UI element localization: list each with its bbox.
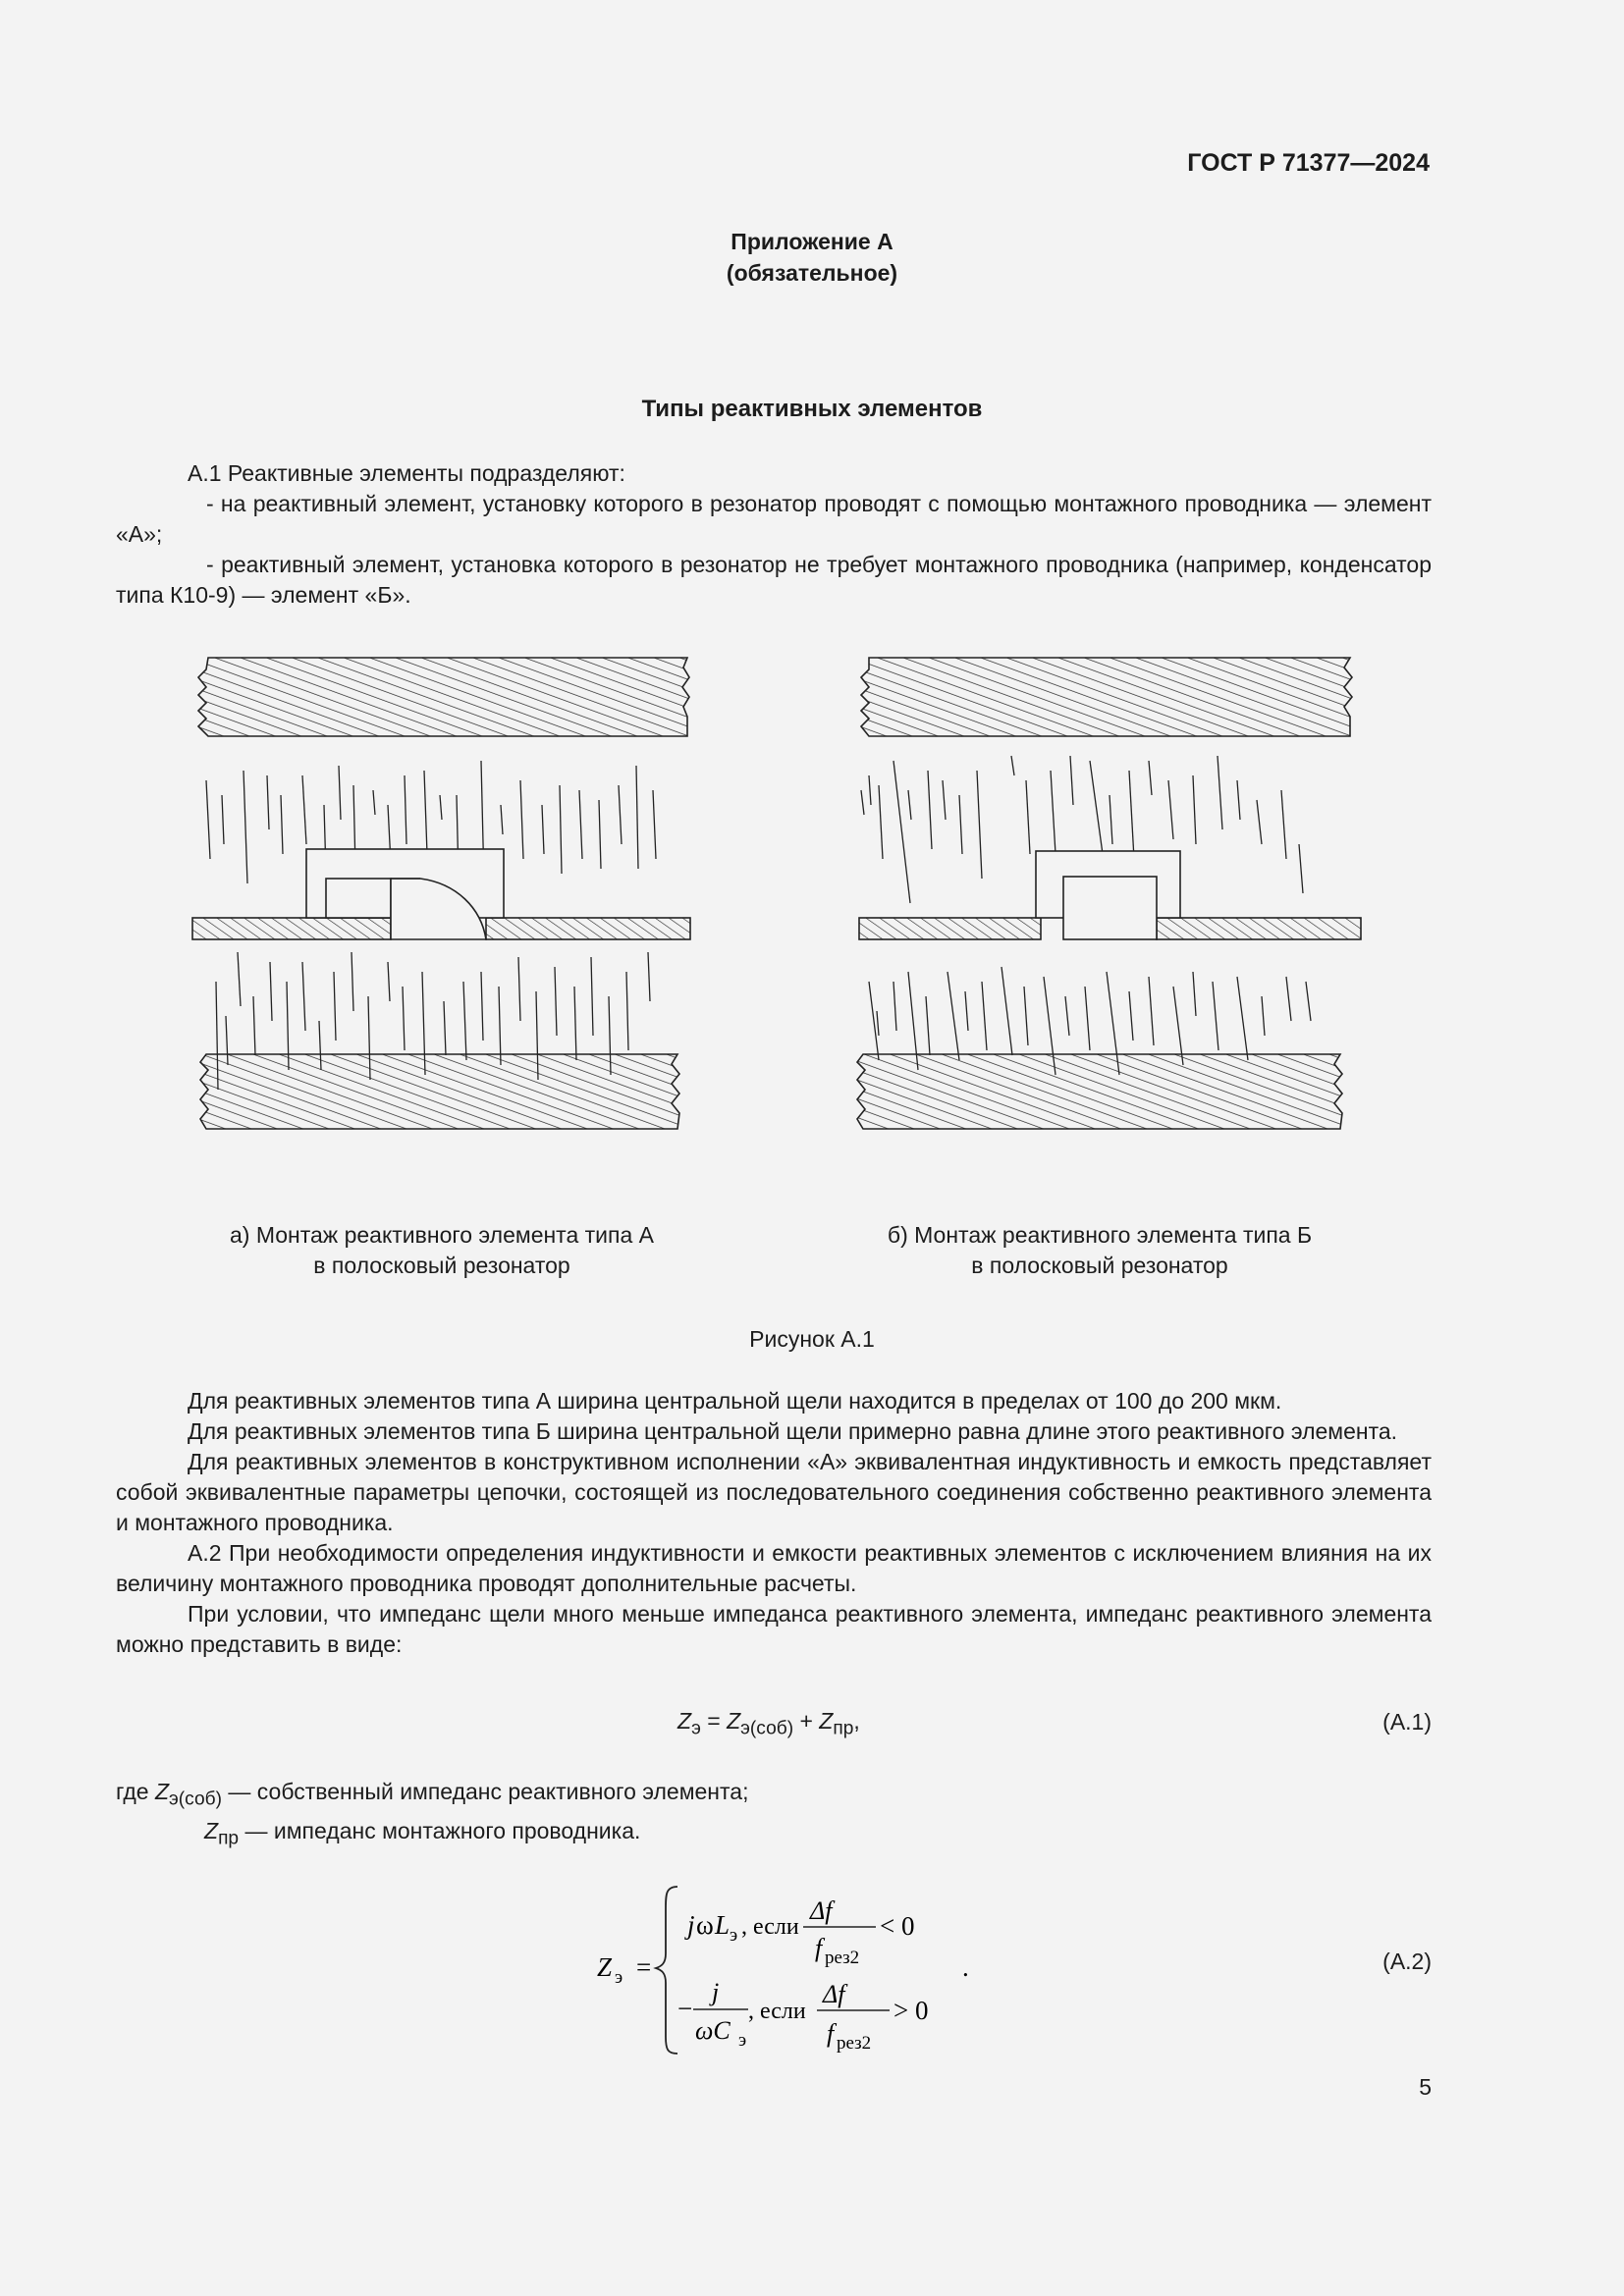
figure-a-caption-line-1: а) Монтаж реактивного элемента типа А (229, 1222, 654, 1248)
equation-a2-number: (А.2) (1382, 1949, 1432, 1974)
figure-b-caption-line-2: в полосковый резонатор (971, 1253, 1228, 1278)
annex-title: Приложение А (731, 229, 893, 254)
svg-text:< 0: < 0 (880, 1911, 915, 1941)
strip-conductor-left (192, 918, 391, 939)
svg-text:f: f (815, 1934, 823, 1962)
strip-conductor-right (1157, 918, 1361, 939)
document-code: ГОСТ Р 71377—2024 (1187, 149, 1430, 177)
annex-subtitle: (обязательное) (726, 260, 898, 286)
body-paragraph-5: При условии, что импеданс щели много меньше импеданса реактивного элемента, импеданс реактивного элемента можно представить в виде: (116, 1601, 1432, 1657)
figure-a-caption (167, 1220, 717, 1281)
svg-text:ωC: ωC (695, 2016, 731, 2045)
equation-a1: $Z_э = Z_{э(соб)} + Z_{пр}$, (677, 1708, 860, 1739)
figure-a-caption-line-2: в полосковый резонатор (313, 1253, 570, 1278)
strip-conductor-right (486, 918, 690, 939)
svg-text:, если: , если (748, 1999, 806, 2024)
intro-paragraph-3: - реактивный элемент, установка которого в резонатор не требует монтажного проводника (например, конденсатор типа К10-9) — элемент «Б». (116, 552, 1432, 608)
svg-text:Z: Z (597, 1952, 613, 1982)
body-text (116, 1386, 1432, 1660)
body-paragraph-1: Для реактивных элементов типа А ширина центральной щели находится в пределах от 100 до 200 мкм. (188, 1388, 1282, 1414)
where-line-2: $Z_{пр}$ — импеданс монтажного проводника. (204, 1818, 641, 1849)
annex-heading (0, 226, 1624, 289)
figure-b-drawing (849, 648, 1370, 1139)
bottom-ground-plane (857, 1054, 1342, 1129)
svg-text:j: j (687, 1910, 695, 1940)
svg-text:.: . (962, 1952, 969, 1982)
svg-text:−: − (677, 1994, 693, 2023)
section-title: Типы реактивных элементов (641, 396, 983, 422)
svg-text:рез2: рез2 (837, 2033, 872, 2054)
body-paragraph-4: А.2 При необходимости определения индуктивности и емкости реактивных элементов с исключением влияния на их величину монтажного проводника проводят дополнительные расчеты. (116, 1540, 1432, 1596)
svg-text:Δf: Δf (823, 1980, 845, 2008)
top-ground-plane (198, 658, 689, 736)
equation-brace (656, 1887, 677, 2054)
where-line-1: где $Z_{э(соб)}$ — собственный импеданс реактивного элемента; (116, 1779, 749, 1810)
figure-b-caption-line-1: б) Монтаж реактивного элемента типа Б (887, 1222, 1313, 1248)
svg-text:, если: , если (741, 1914, 799, 1940)
svg-text:> 0: > 0 (893, 1996, 929, 2025)
page-number: 5 (1419, 2074, 1432, 2100)
figure-title: Рисунок А.1 (749, 1326, 875, 1352)
equation-a2 (579, 1875, 992, 2061)
body-paragraph-3: Для реактивных элементов в конструктивном исполнении «А» эквивалентная индуктивность и емкость представляет собой эквивалентные параметры цепочки, состоящей из последовательного соединения собственно реактивного элемента и монтажного проводника. (116, 1449, 1432, 1535)
top-ground-plane (861, 658, 1352, 736)
svg-text:э: э (615, 1967, 623, 1988)
svg-text:L: L (715, 1910, 731, 1940)
figure-a-drawing (187, 648, 697, 1139)
svg-text:Δf: Δf (810, 1896, 833, 1925)
body-paragraph-2: Для реактивных элементов типа Б ширина центральной щели примерно равна длине этого реактивного элемента. (188, 1418, 1398, 1444)
equation-a1-number: (А.1) (1382, 1709, 1432, 1735)
svg-text:=: = (636, 1952, 652, 1982)
svg-text:э: э (730, 1925, 738, 1946)
figure-b-caption (825, 1220, 1375, 1281)
strip-conductor-left (859, 918, 1041, 939)
svg-text:j: j (712, 1978, 720, 2006)
svg-text:ω: ω (696, 1910, 714, 1940)
intro-text (116, 458, 1432, 611)
svg-text:рез2: рез2 (825, 1948, 860, 1968)
svg-text:f: f (827, 2019, 835, 2048)
svg-text:э: э (738, 2030, 747, 2051)
intro-paragraph-2: - на реактивный элемент, установку которого в резонатор проводят с помощью монтажного проводника — элемент «А»; (116, 491, 1432, 547)
intro-paragraph-1: А.1 Реактивные элементы подразделяют: (188, 460, 625, 486)
bottom-ground-plane (200, 1054, 679, 1129)
